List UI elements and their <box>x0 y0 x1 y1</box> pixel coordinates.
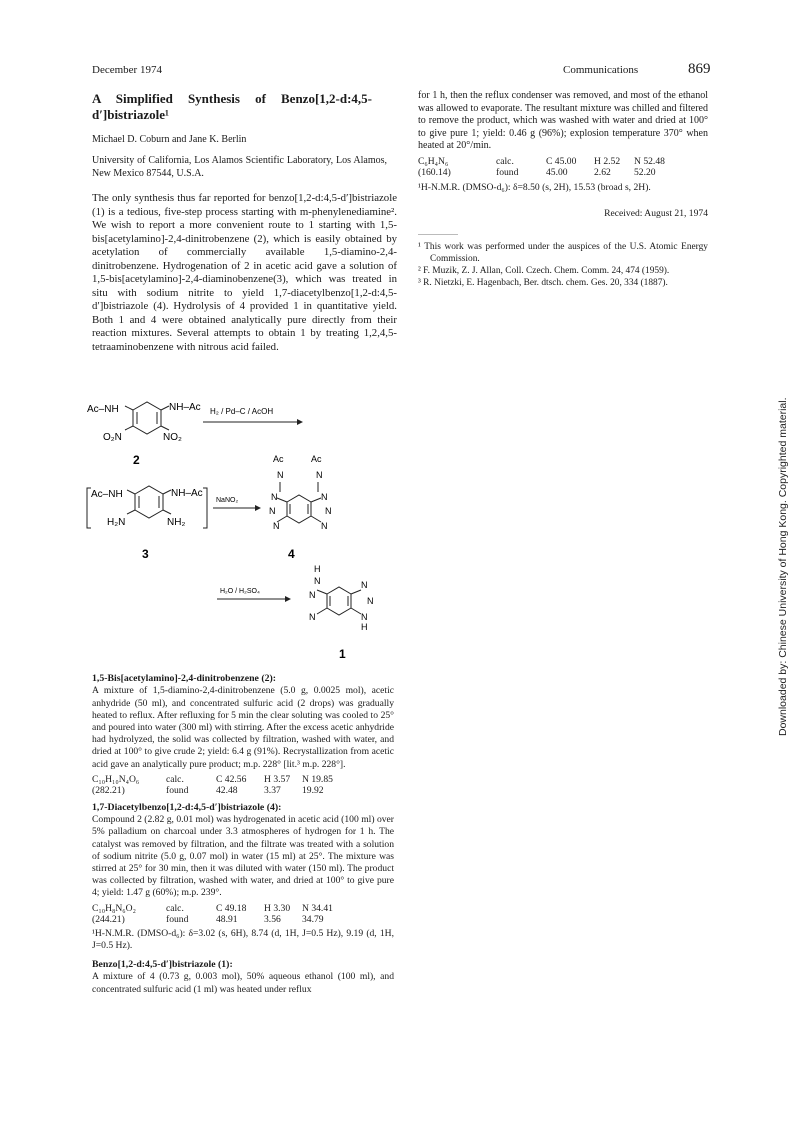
table-row: (160.14) found 45.00 2.62 52.20 <box>418 167 656 179</box>
page-number: 869 <box>688 61 711 77</box>
c1-h-bottom: H <box>361 622 368 632</box>
label-compound-2: 2 <box>133 453 140 467</box>
table-row: (244.21) found 48.91 3.56 34.79 <box>92 914 324 926</box>
table-row: (282.21) found 42.48 3.37 19.92 <box>92 785 324 797</box>
footnote-1: ¹ This work was performed under the auspices of the U.S. Atomic Energy Commission. <box>418 242 708 265</box>
exp3-nmr: ¹H-N.M.R. (DMSO-d₆): δ=8.50 (s, 2H), 15.53 (broad s, 2H). <box>418 181 651 193</box>
c3-amino-left: H₂N <box>107 517 126 528</box>
arrow-3-head <box>285 596 291 602</box>
c3-amino-right: NH₂ <box>167 517 186 528</box>
c4-n5: N <box>321 521 328 531</box>
table-row: C₁₀H₁₀N₄O₆ calc. C 42.56 H 3.57 N 19.85 <box>92 773 333 785</box>
c2-right-substituent: NH–Ac <box>169 402 201 413</box>
running-header-date: December 1974 <box>92 64 162 76</box>
c1-h-top: H <box>314 564 321 574</box>
c1-n-left-b: N <box>309 612 316 622</box>
footnote-3: ³ R. Nietzki, E. Hagenbach, Ber. dtsch. chem. Ges. 20, 334 (1887). <box>418 278 668 289</box>
affiliation: University of California, Los Alamos Scientific Laboratory, Los Alamos, New Mexico 87544, U.S.A. <box>92 155 387 179</box>
arrow-2-head <box>255 505 261 511</box>
c1-n-right-a: N <box>361 580 368 590</box>
c2-nitro-right: NO₂ <box>163 432 182 443</box>
c1-n-top: N <box>314 576 321 586</box>
exp3-analysis-table <box>418 156 673 179</box>
c4-n2: N <box>271 492 278 502</box>
c4-n2b: N <box>269 506 276 516</box>
compound-1-structure <box>317 587 361 615</box>
label-compound-4: 4 <box>288 547 295 561</box>
article-title: A Simplified Synthesis of Benzo[1,2-d:4,5-d′]bistriazole¹ <box>92 91 372 122</box>
c1-n-right-b: N <box>367 596 374 606</box>
c4-n3: N <box>273 521 280 531</box>
exp2-body: Compound 2 (2.82 g, 0.01 mol) was hydrogenated in acetic acid (100 ml) over 5% palladium on charcoal under 3.3 atmospheres of hydrogen for 1 h. The catalyst was removed by filtration, and the filtrate was treated with a solution of sodium nitrite (5.0 g, 0.07 mol) in water (15 ml) at 25°. The mixture was stirred at 25° for 30 min, then it was diluted with water (150 ml). The product was collected by filtration, washed with water, and dried at 100° to give pure 4; yield: 1.47 g (60%); m.p. 239°. <box>92 814 394 899</box>
exp1-body: A mixture of 1,5-diamino-2,4-dinitrobenzene (5.0 g, 0.0025 mol), acetic anhydride (50 ml), and concentrated sulfuric acid (2 drops) was gradually heated to reflux. After refluxing for 5 min the clear soluting was cooled to 25° and poured into water (300 ml) with stirring. After the excess acetic anhydride had hydrolyzed, the solid was collected by filtration, washed with water, and dried at 100° to give crude 2; yield: 6.4 g (91%). Recrystallization from acetic acid gave an analytically pure product; m.p. 228° [lit.³ m.p. 228°]. <box>92 685 394 770</box>
c1-n-right-c: N <box>361 612 368 622</box>
right-column <box>418 90 708 289</box>
exp3-body-start: A mixture of 4 (0.73 g, 0.003 mol), 50% aqueous ethanol (100 ml), and concentrated sulfuric acid (1 ml) was heated under reflux <box>92 971 394 995</box>
c4-acetyl-right: Ac <box>311 454 322 464</box>
download-watermark <box>772 380 792 740</box>
footnotes <box>418 241 708 289</box>
exp2-analysis-table <box>92 903 341 926</box>
c4-n6b: N <box>325 506 332 516</box>
c1-n-left-a: N <box>309 590 316 600</box>
exp3-heading: Benzo[1,2-d:4,5-d′]bistriazole (1): <box>92 959 233 971</box>
footnote-rule <box>418 234 458 235</box>
c4-n1: N <box>277 470 284 480</box>
step1-reagents: H₂ / Pd–C / AcOH <box>210 407 274 416</box>
left-column <box>92 91 397 354</box>
table-row: C₁₀H₈N₆O₂ calc. C 49.18 H 3.30 N 34.41 <box>92 902 333 914</box>
compound-2-structure <box>125 402 169 434</box>
watermark-text: Downloaded by: Chinese University of Hong Kong. Copyrighted material. <box>777 397 789 736</box>
c4-n6: N <box>321 492 328 502</box>
c4-acetyl-left: Ac <box>273 454 284 464</box>
introduction: The only synthesis thus far reported for benzo[1,2-d:4,5-d′]bistriazole (1) is a tedious, five-step process starting with m-phenylenediamine². We wish to report a more convenient route to 1 starting with 1,5-bis[acetylamino]-2,4-dinitrobenzene (2), which is easily obtained by acetylation of commercially available 1,5-diamino-2,4-dinitrobenzene. Hydrogenation of 2 in acetic acid gave a solution of 1,5-bis[acetylamino]-2,4-diaminobenzene(3), which was treated in situ with sodium nitrite to yield 1,7-diacetylbenzo[1,2-d:4,5-d′]bistriazole (4). Hydrolysis of 4 provided 1 in quantitative yield. Both 1 and 4 were obtained analytically pure directly from their reaction mixtures. Several attempts to obtain 1 by treating 1,2,4,5-tetraaminobenzene with nitrous acid failed. <box>92 192 397 353</box>
experimental-left <box>92 672 394 996</box>
table-row: C₆H₄N₆ calc. C 45.00 H 2.52 N 52.48 <box>418 155 665 167</box>
authors: Michael D. Coburn and Jane K. Berlin <box>92 134 247 145</box>
label-compound-1: 1 <box>339 647 346 661</box>
reaction-scheme <box>85 398 405 663</box>
step3-reagents: H₂O / H₂SO₄ <box>220 588 260 595</box>
received-date: Received: August 21, 1974 <box>604 208 708 220</box>
exp2-heading: 1,7-Diacetylbenzo[1,2-d:4,5-d′]bistriazole (4): <box>92 801 282 813</box>
arrow-1-head <box>297 419 303 425</box>
exp1-analysis-table <box>92 774 341 797</box>
exp2-nmr: ¹H-N.M.R. (DMSO-d₆): δ=3.02 (s, 6H), 8.74 (d, 1H, J=0.5 Hz), 9.19 (d, 1H, J=0.5 Hz). <box>92 927 394 951</box>
exp1-heading: 1,5-Bis[acetylamino]-2,4-dinitrobenzene (2): <box>92 673 277 684</box>
footnote-2: ² F. Muzik, Z. J. Allan, Coll. Czech. Chem. Comm. 24, 474 (1959). <box>418 266 670 277</box>
compound-4-structure <box>277 482 321 523</box>
c4-n7: N <box>316 470 323 480</box>
label-compound-3: 3 <box>142 547 149 561</box>
c2-left-substituent: Ac–NH <box>87 404 119 415</box>
c3-left-substituent: Ac–NH <box>91 489 123 500</box>
c2-nitro-left: O₂N <box>103 432 122 443</box>
exp3-body-continued: for 1 h, then the reflux condenser was removed, and most of the ethanol was allowed to evaporate. The resultant mixture was chilled and filtered to remove the product, which was washed with water and dried at 100° to give pure 1; yield: 0.46 g (96%); explosion temperature 370° when heated at 20°/min. <box>418 90 708 152</box>
step2-reagent: NaNO₂ <box>216 497 239 504</box>
running-header-section: Communications <box>563 64 639 76</box>
c3-right-substituent: NH–Ac <box>171 488 203 499</box>
